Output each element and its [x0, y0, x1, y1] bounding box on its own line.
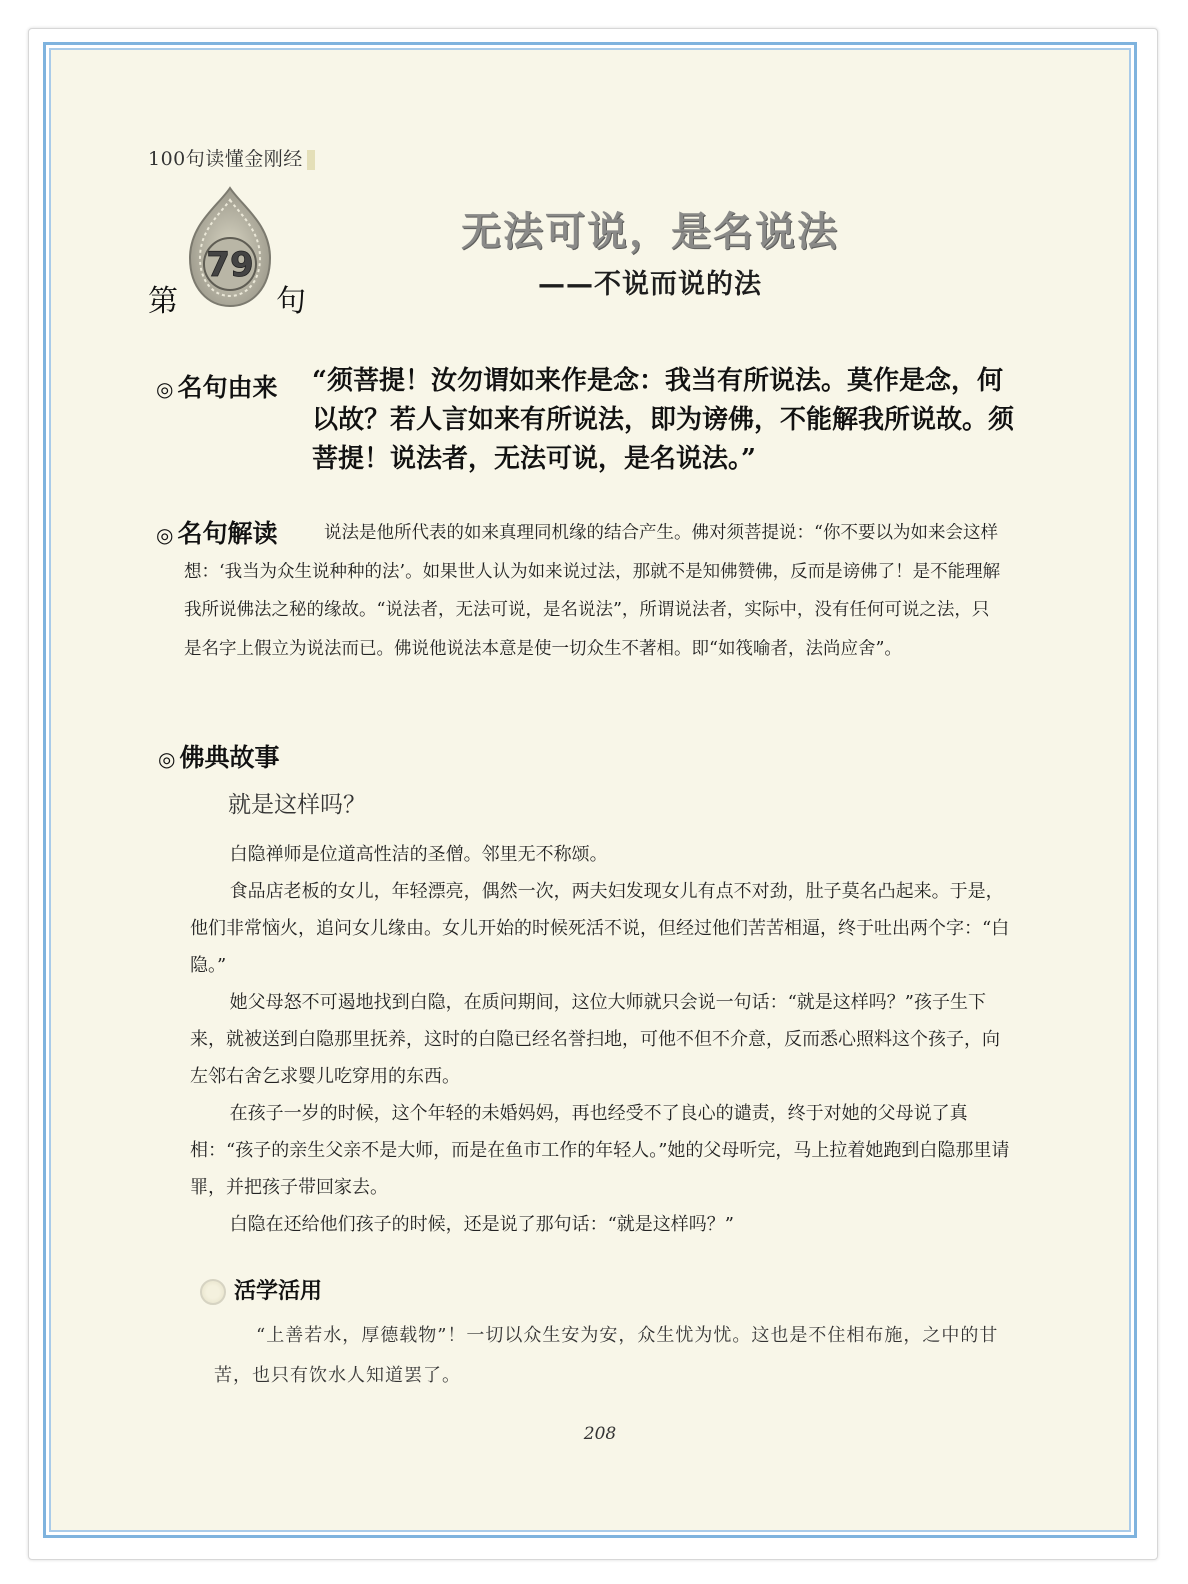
bullseye-icon: ◎	[158, 747, 176, 771]
story-paragraph: 食品店老板的女儿，年轻漂亮，偶然一次，两夫妇发现女儿有点不对劲，肚子莫名凸起来。于是，他们非常恼火，追问女儿缘由。女儿开始的时候死活不说，但经过他们苦苦相逼，终于吐出两个字：“白隐。”	[190, 881, 1010, 976]
story-paragraph: 白隐在还给他们孩子的时候，还是说了那句话：“就是这样吗？”	[229, 1214, 734, 1235]
section-heading-practice: 活学活用	[200, 1274, 322, 1305]
page-number: 208	[583, 1424, 617, 1444]
ring-icon	[200, 1279, 226, 1305]
sentence-suffix: 句	[276, 284, 306, 319]
origin-quote: “须菩提！汝勿谓如来作是念：我当有所说法。莫作是念，何以故？若人言如来有所说法，即为谤佛，不能解我所说故。须菩提！说法者，无法可说，是名说法。”	[312, 366, 1015, 474]
story-paragraph: 她父母怒不可遏地找到白隐，在质问期间，这位大师就只会说一句话：“就是这样吗？”孩子生下来，就被送到白隐那里抚养，这时的白隐已经名誉扫地，可他不但不介意，反而悉心照料这个孩子，向左邻右舍乞求婴儿吃穿用的东西。	[190, 992, 1000, 1087]
lotus-emblem-icon	[184, 184, 276, 312]
page-title: 无法可说，是名说法	[461, 209, 839, 255]
section-heading-origin: ◎ 名句由来	[156, 373, 278, 402]
interpretation-text	[184, 514, 1004, 668]
running-header-title: 100句读懂金刚经	[148, 148, 303, 170]
sentence-number: 79	[206, 245, 254, 285]
bullseye-icon: ◎	[156, 377, 174, 401]
sentence-prefix: 第	[148, 284, 178, 319]
section-heading-interpretation: ◎ 名句解读	[156, 519, 278, 548]
page-subtitle: ——不说而说的法	[538, 269, 762, 300]
story-title: 就是这样吗？	[228, 792, 366, 818]
practice-body: “上善若水，厚德载物”！一切以众生安为安，众生忧为忧。这也是不住相布施，之中的甘苦，也只有饮水人知道罢了。	[214, 1325, 999, 1386]
sentence-number-badge	[184, 184, 276, 312]
story-body	[190, 836, 1012, 1243]
running-header	[148, 144, 315, 171]
story-paragraph: 在孩子一岁的时候，这个年轻的未婚妈妈，再也经受不了良心的谴责，终于对她的父母说了真相：“孩子的亲生父亲不是大师，而是在鱼市工作的年轻人。”她的父母听完，马上拉着她跑到白隐那里请罪，并把孩子带回家去。	[190, 1103, 1010, 1198]
bullseye-icon: ◎	[156, 523, 174, 547]
story-paragraph: 白隐禅师是位道高性洁的圣僧。邻里无不称颂。	[229, 844, 608, 865]
header-tab-mark	[307, 150, 315, 170]
practice-text	[214, 1316, 1014, 1396]
section-heading-story: ◎ 佛典故事	[158, 743, 280, 772]
interpretation-body: 说法是他所代表的如来真理同机缘的结合产生。佛对须菩提说：“你不要以为如来会这样想：‘我当为众生说种种的法’。如果世人认为如来说过法，那就不是知佛赞佛，反而是谤佛了！是不能理解我所说佛法之秘的缘故。“说法者，无法可说，是名说法”，所谓说法者，实际中，没有任何可说之法，只是名字上假立为说法而已。佛说他说法本意是使一切众生不著相。即“如筏喻者，法尚应舍”。	[184, 523, 1001, 659]
